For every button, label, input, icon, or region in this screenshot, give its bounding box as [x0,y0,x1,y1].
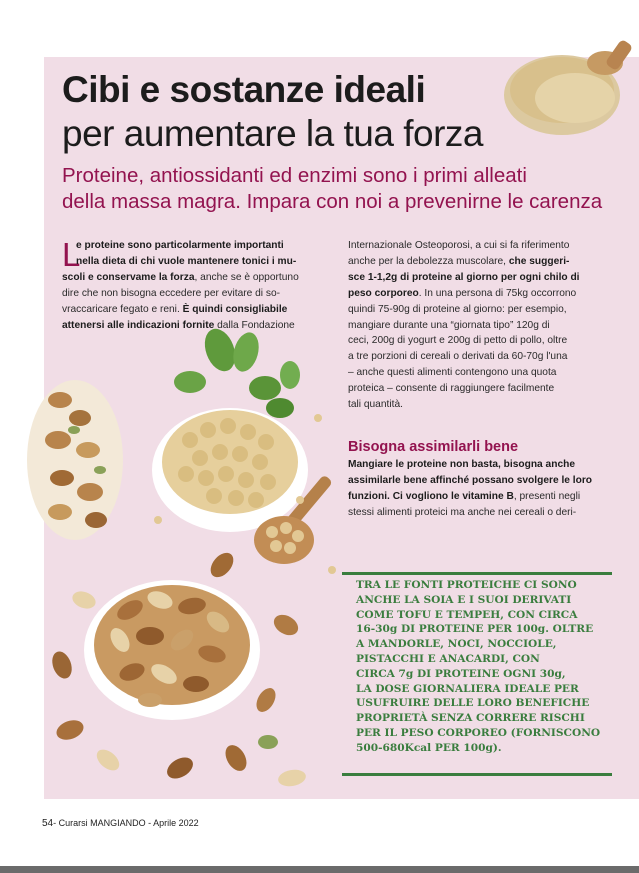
callout-line: PISTACCHI E ANACARDI, CON [356,652,540,665]
text-line [348,333,600,349]
text-line [62,318,312,334]
text-line [348,473,600,489]
text-line [62,270,312,286]
text-line [348,318,600,334]
mixed-nuts-left-image [27,380,123,540]
text-segment: Internazionale Osteoporosi, a cui si fa riferimento [348,240,570,251]
mixed-nuts-bowl-image [84,580,260,720]
bold-segment: peso corporeo [348,287,419,299]
page-title-line-1: Cibi e sostanze ideali [62,69,426,110]
text-line [348,238,600,254]
callout-line: PROPRIETÀ SENZA CORRERE RISCHI [356,712,585,725]
text-line [348,397,600,413]
bold-segment: funzioni. Ci vogliono le vitamine B [348,490,514,502]
callout-line: CIRCA 7g DI PROTEINE OGNI 30g, [356,667,566,680]
page-title-line-2: per aumentare la tua forza [62,113,483,154]
text-line [62,238,312,254]
chickpea-bowl-image [152,408,308,532]
article-column-2 [348,238,600,413]
text-segment: tali quantità. [348,399,403,411]
text-line [348,349,600,365]
callout-line: USUFRUIRE DELLE LORO BENEFICHE [356,697,590,710]
text-line [348,302,600,318]
basil-leaves-image [174,325,300,418]
footer-brand: - Curarsi [53,818,88,828]
text-line [348,270,600,286]
callout-line: PER IL PESO CORPOREO (FORNISCONO [356,726,601,739]
drop-cap: L [62,236,81,273]
text-segment: a tre porzioni di cereali o derivati da 60-70g l'una [348,351,568,363]
callout-line: LA DOSE GIORNALIERA IDEALE PER [356,682,579,695]
text-segment: ceci, 200g di yogurt e 200g di petto di pollo, oltre [348,335,568,347]
page-number: 54 [42,818,54,829]
callout-line: 500-680Kcal PER 100g). [356,741,502,754]
text-segment: quindi 75-90g di proteine al giorno: per esempio, [348,303,567,315]
text-line [348,254,600,270]
text-segment: , anche se è opportuno [194,271,299,283]
subtitle [62,163,602,215]
bold-segment: sce 1-1,2g di proteine al giorno per ogni chilo di [348,271,580,283]
callout-line: 16-30g DI PROTEINE PER 100g. OLTRE [356,623,594,636]
text-segment: mangiare durante una “giornata tipo” 120g di [348,319,550,331]
text-segment: . In una persona di 75kg occorrono [418,287,577,299]
bold-segment: attenersi alle indicazioni fornite [62,319,215,331]
text-line [348,365,600,381]
text-line [62,286,312,302]
subtitle-line-2: della massa magra. Impara con noi a prevenirne le carenza [62,190,603,213]
text-segment: vraccaricare fegato e reni. [62,303,183,315]
footer-issue: - Aprile 2022 [145,818,199,828]
text-line [348,286,600,302]
text-segment: – anche questi alimenti contengono una quota [348,367,557,379]
text-segment: , presenti negli [513,490,581,502]
text-segment: dire che non bisogna eccedere per evitare di so- [62,287,281,299]
text-line [348,457,600,473]
text-line [62,254,312,270]
article-column-1 [62,238,312,333]
bold-segment: e proteine sono particolarmente importanti [76,240,284,251]
text-segment: dalla Fondazione [214,319,295,331]
callout-line: ANCHE LA SOIA E I SUOI DERIVATI [356,593,572,606]
subtitle-line-1: Proteine, antiossidanti ed enzimi sono i primi alleati [62,164,527,187]
quinoa-bowl-image [504,39,633,135]
text-segment: anche per la debolezza muscolare, [348,255,509,267]
bold-segment: Mangiare le proteine non basta, bisogna anche [348,459,576,470]
bold-segment: che suggeri- [508,255,570,267]
bold-segment: scoli e conservame la forza [62,271,195,283]
bold-segment: assimilarle bene affinché possano svolgere le loro [348,474,593,486]
callout-line: A MANDORLE, NOCI, NOCCIOLE, [356,638,557,651]
text-line [348,505,600,521]
bold-segment: nella dieta di chi vuole mantenere tonici i mu- [76,255,297,267]
text-line [348,489,600,505]
text-line [348,381,600,397]
text-segment: stessi alimenti proteici ma anche nei cereali o deri- [348,506,577,518]
bottom-rule [0,866,639,873]
callout-line: COME TOFU E TEMPEH, CON CIRCA [356,608,578,621]
callout-box-text [356,578,600,756]
footer-brand-sub: MANGIANDO [87,818,146,828]
article-column-2-section [348,457,600,521]
text-segment: proteica – consente di raggiungere facilmente [348,383,555,395]
text-line [62,302,312,318]
callout-line: TRA LE FONTI PROTEICHE CI SONO [356,579,577,591]
page-footer [42,818,199,829]
bold-segment: È quindi consigliabile [182,303,288,315]
section-heading: Bisogna assimilarli bene [348,439,519,455]
